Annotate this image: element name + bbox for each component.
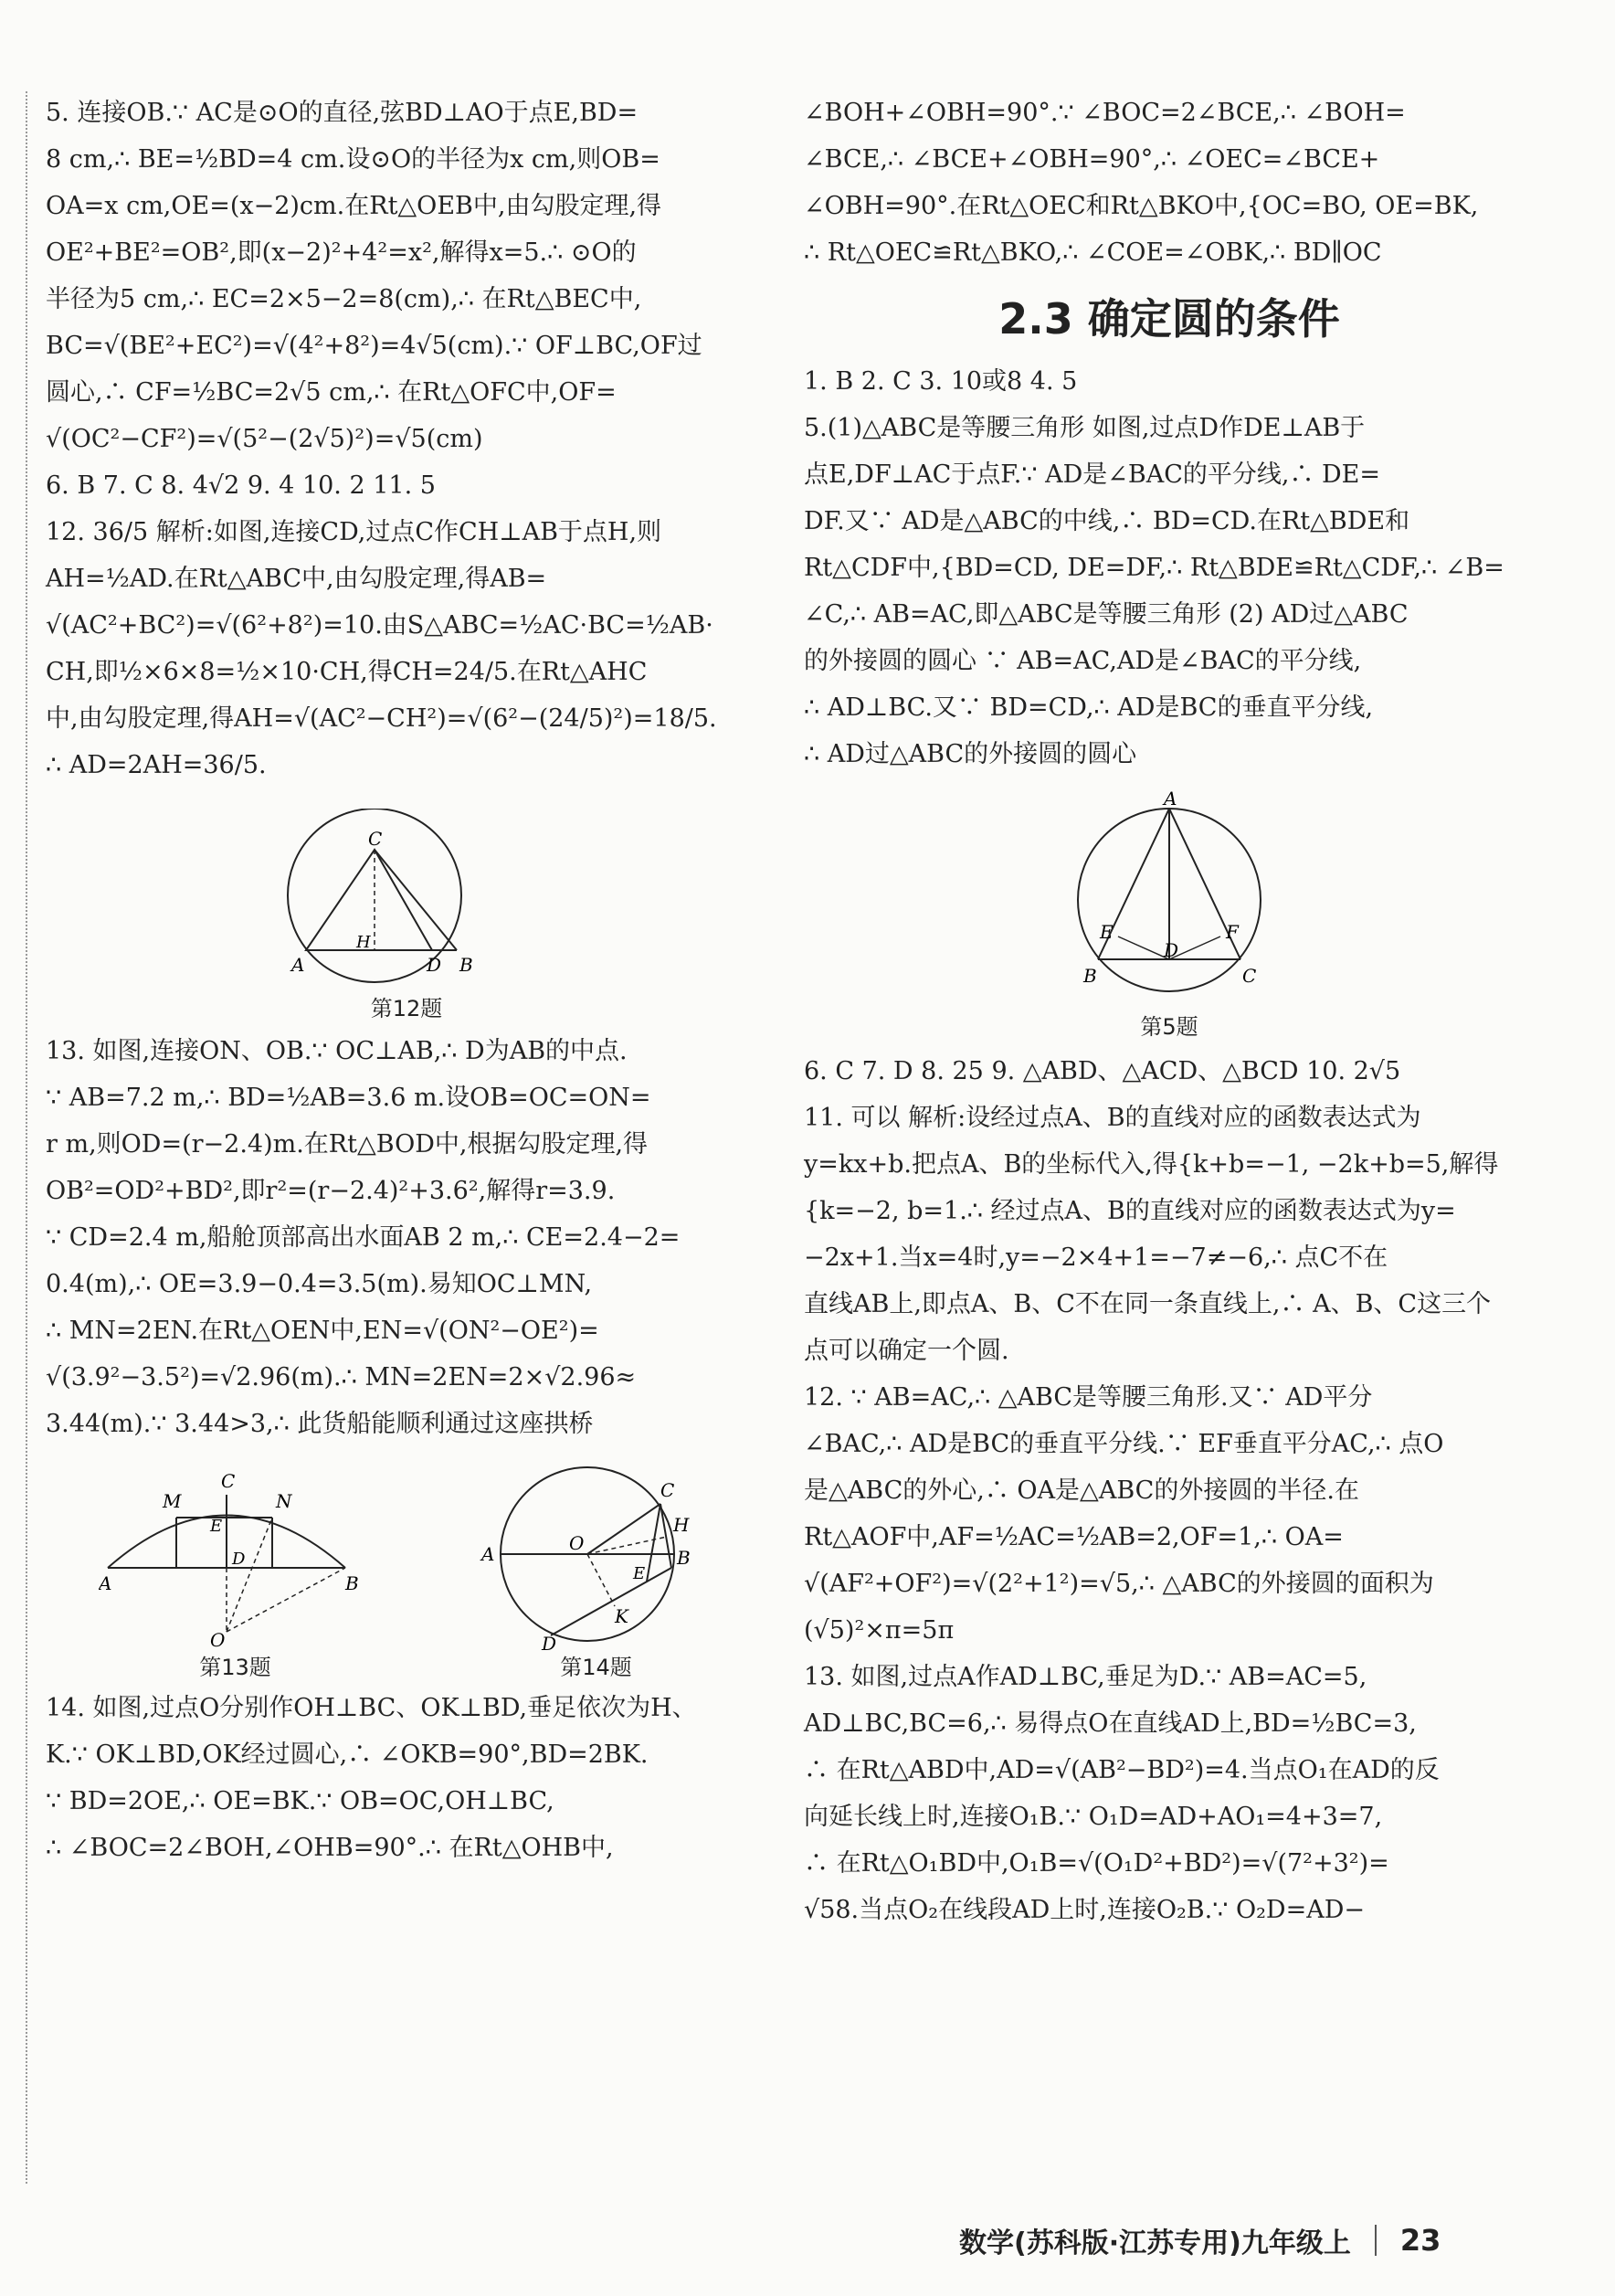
text-line: 1. B 2. C 3. 10或8 4. 5 xyxy=(804,367,1078,396)
text-line: −2x+1.当x=4时,y=−2×4+1=−7≠−6,∴ 点C不在 xyxy=(804,1243,1388,1272)
fig13-label-b: B xyxy=(344,1572,359,1594)
fig13-label-e: E xyxy=(209,1517,222,1536)
text-line: 13. 如图,过点A作AD⊥BC,垂足为D.∵ AB=AC=5, xyxy=(804,1663,1367,1691)
fig5-label-f: F xyxy=(1226,921,1239,943)
text-line: ∵ AB=7.2 m,∴ BD=½AB=3.6 m.设OB=OC=ON= xyxy=(46,1084,651,1112)
right-text-block-1 xyxy=(804,90,1535,276)
right-text-block-3 xyxy=(804,1048,1535,1933)
text-line: AD⊥BC,BC=6,∴ 易得点O在直线AD上,BD=½BC=3, xyxy=(804,1709,1417,1738)
text-line: ∴ MN=2EN.在Rt△OEN中,EN=√(ON²−OE²)= xyxy=(46,1317,599,1345)
figure-14 xyxy=(478,1458,715,1681)
fig14-label-a: A xyxy=(480,1543,494,1565)
footer-subject: 数学(苏科版·江苏专用)九年级上 xyxy=(959,2227,1351,2259)
fig13-label-o: O xyxy=(209,1629,225,1650)
text-line: DF.又∵ AD是△ABC的中线,∴ BD=CD.在Rt△BDE和 xyxy=(804,507,1410,535)
text-line: OB²=OD²+BD²,即r²=(r−2.4)²+3.6²,解得r=3.9. xyxy=(46,1177,616,1205)
page-number: 23 xyxy=(1399,2223,1441,2258)
text-line: ∴ AD过△ABC的外接圆的圆心 xyxy=(804,740,1137,768)
fig14-label-o: O xyxy=(568,1532,584,1554)
left-text-block-2 xyxy=(46,1028,767,1447)
text-line: 6. B 7. C 8. 4√2 9. 4 10. 2 11. 5 xyxy=(46,471,436,500)
text-line: ∴ 在Rt△ABD中,AD=√(AB²−BD²)=4.当点O₁在AD的反 xyxy=(804,1756,1440,1784)
figure-5-diagram xyxy=(1060,790,1279,1010)
fig5-label-e: E xyxy=(1100,921,1114,943)
text-line: Rt△AOF中,AF=½AC=½AB=2,OF=1,∴ OA= xyxy=(804,1523,1344,1551)
column-divider xyxy=(26,91,27,2184)
text-line: ∠C,∴ AB=AC,即△ABC是等腰三角形 (2) AD过△ABC xyxy=(804,600,1409,629)
figure-13 xyxy=(99,1467,373,1681)
fig14-label-d: D xyxy=(541,1633,556,1650)
text-line: ∴ AD⊥BC.又∵ BD=CD,∴ AD是BC的垂直平分线, xyxy=(804,693,1374,722)
text-line: ∴ Rt△OEC≌Rt△BKO,∴ ∠COE=∠OBK,∴ BD∥OC xyxy=(804,238,1382,267)
left-column xyxy=(46,90,767,1871)
fig14-label-e: E xyxy=(632,1564,645,1583)
text-line: AH=½AD.在Rt△ABC中,由勾股定理,得AB= xyxy=(46,565,547,593)
text-line: ∠BOH+∠OBH=90°.∵ ∠BOC=2∠BCE,∴ ∠BOH= xyxy=(804,99,1406,127)
figure-5 xyxy=(804,790,1535,1041)
figures-13-14 xyxy=(46,1458,767,1681)
fig14-label-k: K xyxy=(614,1605,628,1627)
text-line: 点E,DF⊥AC于点F.∵ AD是∠BAC的平分线,∴ DE= xyxy=(804,460,1381,489)
text-line: ∵ BD=2OE,∴ OE=BK.∵ OB=OC,OH⊥BC, xyxy=(46,1787,554,1815)
text-line: 是△ABC的外心,∴ OA是△ABC的外接圆的半径.在 xyxy=(804,1476,1359,1505)
text-line: BC=√(BE²+EC²)=√(4²+8²)=4√5(cm).∵ OF⊥BC,OF过 xyxy=(46,332,702,360)
text-line: OA=x cm,OE=(x−2)cm.在Rt△OEB中,由勾股定理,得 xyxy=(46,192,662,220)
text-line: 8 cm,∴ BE=½BD=4 cm.设⊙O的半径为x cm,则OB= xyxy=(46,145,660,174)
text-line: 12. 36/5 解析:如图,连接CD,过点C作CH⊥AB于点H,则 xyxy=(46,518,662,546)
text-line: ∠OBH=90°.在Rt△OEC和Rt△BKO中,{OC=BO, OE=BK, xyxy=(804,192,1479,220)
text-line: 5. 连接OB.∵ AC是⊙O的直径,弦BD⊥AO于点E,BD= xyxy=(46,99,639,127)
footer-separator xyxy=(1375,2225,1377,2256)
text-line: 中,由勾股定理,得AH=√(AC²−CH²)=√(6²−(24/5)²)=18/5. xyxy=(46,704,717,733)
text-line: ∴ AD=2AH=36/5. xyxy=(46,751,267,779)
text-line: OE²+BE²=OB²,即(x−2)²+4²=x²,解得x=5.∴ ⊙O的 xyxy=(46,238,637,267)
text-line: ∠BCE,∴ ∠BCE+∠OBH=90°,∴ ∠OEC=∠BCE+ xyxy=(804,145,1380,174)
text-line: 6. C 7. D 8. 25 9. △ABD、△ACD、△BCD 10. 2√5 xyxy=(804,1057,1401,1085)
figure-12-caption: 第12题 xyxy=(370,996,443,1021)
figure-12-diagram xyxy=(269,809,544,991)
fig13-label-a: A xyxy=(98,1572,111,1594)
fig13-label-c: C xyxy=(220,1470,235,1492)
fig13-label-d: D xyxy=(231,1550,245,1569)
figure-14-caption: 第14题 xyxy=(560,1655,632,1680)
section-title: 2.3 确定圆的条件 xyxy=(998,294,1340,344)
text-line: (√5)²×π=5π xyxy=(804,1616,955,1645)
text-line: 直线AB上,即点A、B、C不在同一条直线上,∴ A、B、C这三个 xyxy=(804,1290,1492,1318)
text-line: 向延长线上时,连接O₁B.∵ O₁D=AD+AO₁=4+3=7, xyxy=(804,1803,1383,1831)
figure-13-diagram xyxy=(99,1467,373,1650)
text-line: √58.当点O₂在线段AD上时,连接O₂B.∵ O₂D=AD− xyxy=(804,1896,1365,1924)
text-line: √(AF²+OF²)=√(2²+1²)=√5,∴ △ABC的外接圆的面积为 xyxy=(804,1570,1434,1598)
text-line: 14. 如图,过点O分别作OH⊥BC、OK⊥BD,垂足依次为H、 xyxy=(46,1694,697,1722)
text-line: r m,则OD=(r−2.4)m.在Rt△BOD中,根据勾股定理,得 xyxy=(46,1130,649,1159)
fig12-label-a: A xyxy=(291,954,305,976)
text-line: 0.4(m),∴ OE=3.9−0.4=3.5(m).易知OC⊥MN, xyxy=(46,1270,593,1298)
page-footer xyxy=(959,2220,1441,2260)
fig12-label-d: D xyxy=(427,954,442,976)
text-line: y=kx+b.把点A、B的坐标代入,得{k+b=−1, −2k+b=5,解得 xyxy=(804,1150,1499,1179)
fig5-label-a: A xyxy=(1164,790,1177,809)
fig5-label-c: C xyxy=(1242,965,1257,987)
text-line: √(AC²+BC²)=√(6²+8²)=10.由S△ABC=½AC·BC=½AB· xyxy=(46,611,713,640)
fig13-label-n: N xyxy=(275,1490,291,1512)
text-line: Rt△CDF中,{BD=CD, DE=DF,∴ Rt△BDE≌Rt△CDF,∴ ∠B= xyxy=(804,554,1504,582)
text-line: √(OC²−CF²)=√(5²−(2√5)²)=√5(cm) xyxy=(46,425,483,453)
left-text-block-1 xyxy=(46,90,767,788)
text-line: ∠BAC,∴ AD是BC的垂直平分线.∵ EF垂直平分AC,∴ 点O xyxy=(804,1430,1444,1458)
fig5-label-b: B xyxy=(1083,965,1097,987)
text-line: 的外接圆的圆心 ∵ AB=AC,AD是∠BAC的平分线, xyxy=(804,647,1362,675)
text-line: 13. 如图,连接ON、OB.∵ OC⊥AB,∴ D为AB的中点. xyxy=(46,1037,628,1065)
text-line: ∴ ∠BOC=2∠BOH,∠OHB=90°.∴ 在Rt△OHB中, xyxy=(46,1834,614,1862)
fig14-label-c: C xyxy=(660,1479,674,1501)
left-text-block-3 xyxy=(46,1685,767,1871)
text-line: √(3.9²−3.5²)=√2.96(m).∴ MN=2EN=2×√2.96≈ xyxy=(46,1363,637,1391)
text-line: 半径为5 cm,∴ EC=2×5−2=8(cm),∴ 在Rt△BEC中, xyxy=(46,285,642,313)
text-line: CH,即½×6×8=½×10·CH,得CH=24/5.在Rt△AHC xyxy=(46,658,648,686)
text-line: 圆心,∴ CF=½BC=2√5 cm,∴ 在Rt△OFC中,OF= xyxy=(46,378,617,407)
text-line: 5.(1)△ABC是等腰三角形 如图,过点D作DE⊥AB于 xyxy=(804,414,1366,442)
text-line: 3.44(m).∵ 3.44>3,∴ 此货船能顺利通过这座拱桥 xyxy=(46,1410,594,1438)
text-line: ∴ 在Rt△O₁BD中,O₁B=√(O₁D²+BD²)=√(7²+3²)= xyxy=(804,1849,1389,1878)
text-line: 11. 可以 解析:设经过点A、B的直线对应的函数表达式为 xyxy=(804,1104,1421,1132)
fig12-label-c: C xyxy=(368,828,383,850)
figure-12 xyxy=(46,809,767,1022)
fig12-label-h: H xyxy=(356,933,371,952)
fig5-label-d: D xyxy=(1164,939,1179,961)
figure-14-diagram xyxy=(478,1458,715,1650)
fig14-label-h: H xyxy=(672,1514,689,1536)
text-line: K.∵ OK⊥BD,OK经过圆心,∴ ∠OKB=90°,BD=2BK. xyxy=(46,1741,649,1769)
figure-5-caption: 第5题 xyxy=(1140,1014,1198,1040)
text-line: ∵ CD=2.4 m,船舱顶部高出水面AB 2 m,∴ CE=2.4−2= xyxy=(46,1223,681,1252)
figure-13-caption: 第13题 xyxy=(199,1655,271,1680)
right-text-block-2 xyxy=(804,358,1535,778)
right-column xyxy=(804,90,1535,1933)
text-line: {k=−2, b=1.∴ 经过点A、B的直线对应的函数表达式为y= xyxy=(804,1197,1456,1225)
fig14-label-b: B xyxy=(676,1547,691,1569)
text-line: 12. ∵ AB=AC,∴ △ABC是等腰三角形.又∵ AD平分 xyxy=(804,1383,1373,1412)
text-line: 点可以确定一个圆. xyxy=(804,1337,1009,1365)
fig12-label-b: B xyxy=(459,954,473,976)
fig13-label-m: M xyxy=(162,1490,181,1512)
